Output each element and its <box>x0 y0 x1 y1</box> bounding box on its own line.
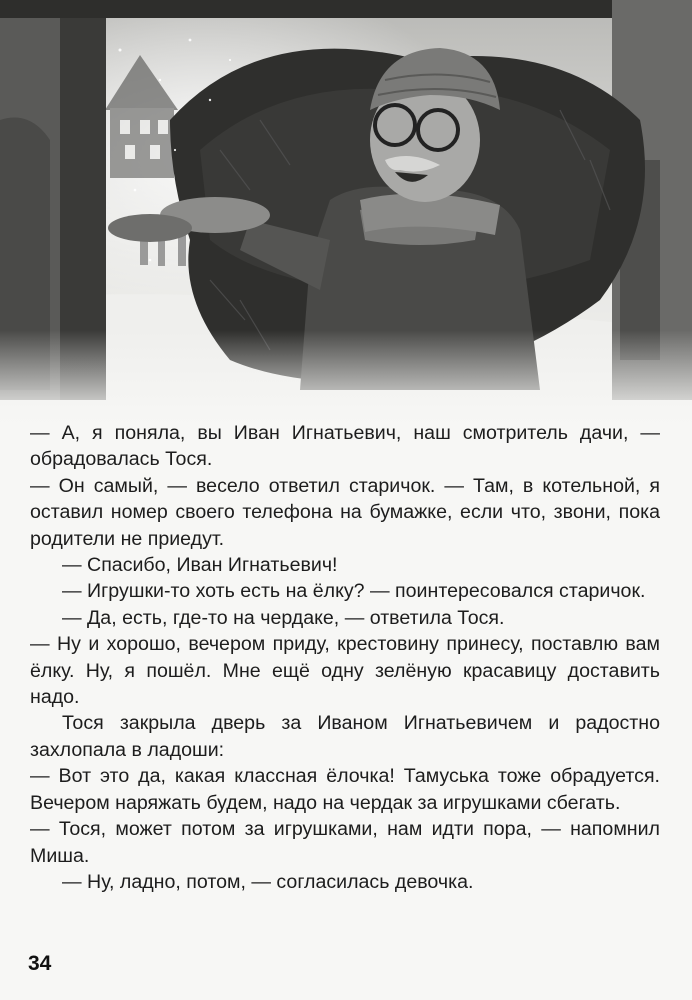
paragraph: — Вот это да, какая классная ёлочка! Тамуська тоже обрадуется. Вечером наряжать будем, надо на чердак за игрушками сбегать. <box>30 765 660 814</box>
paragraph: — Тося, может потом за игрушками, нам идти пора, — напомнил Миша. <box>30 818 660 867</box>
paragraph: — Он самый, — весело ответил старичок. — Там, в котельной, я оставил номер своего телефона на бумажке, если что, звони, пока родители не приедут. <box>30 474 660 550</box>
paragraph: — А, я поняла, вы Иван Игнатьевич, наш смотритель дачи, — обрадовалась Тося. <box>30 422 660 471</box>
paragraph: — Да, есть, где-то на чердаке, — ответила Тося. <box>62 606 505 629</box>
paragraph: — Игрушки-то хоть есть на ёлку? — поинтересовался старичок. <box>62 580 646 603</box>
paragraph: — Спасибо, Иван Игнатьевич! <box>62 554 338 577</box>
story-text <box>30 420 660 895</box>
page-number: 34 <box>28 952 52 975</box>
illustration <box>0 0 692 425</box>
paragraph: — Ну и хорошо, вечером приду, крестовину принесу, поставлю вам ёлку. Ну, я пошёл. Мне ещё одну зелёную красавицу доставить надо. <box>30 633 660 709</box>
paragraph: — Ну, ладно, потом, — согласилась девочка. <box>62 870 474 893</box>
paragraph: Тося закрыла дверь за Иваном Игнатьевичем и радостно захлопала в ладоши: <box>30 712 660 761</box>
old-man-with-tree-illustration <box>0 0 692 425</box>
